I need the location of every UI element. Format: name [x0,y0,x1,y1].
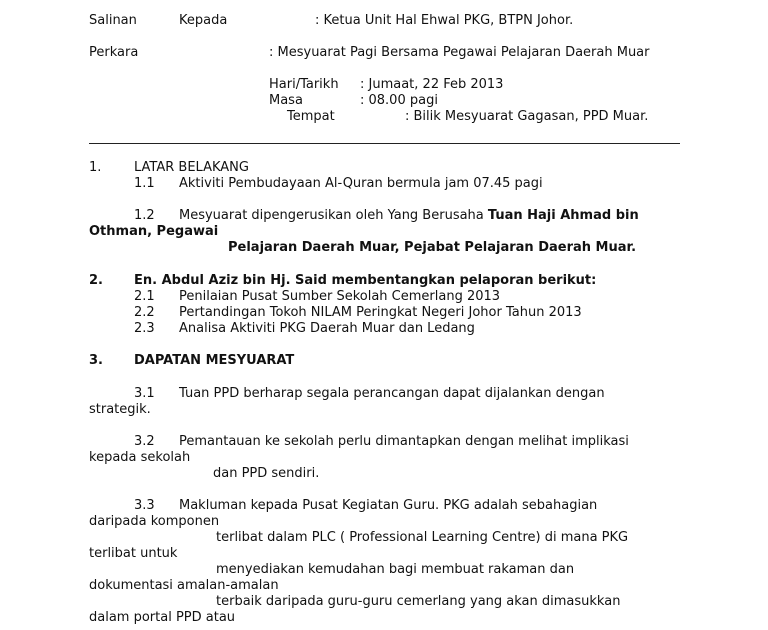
item-3-3-line-4: terlibat untuk [89,546,178,561]
item-2-3-text: Analisa Aktiviti PKG Daerah Muar dan Ledang [179,321,475,336]
item-3-1-line-2: strategik. [89,402,151,417]
tempat-value: : Bilik Mesyuarat Gagasan, PPD Muar. [405,109,649,124]
masa-value: : 08.00 pagi [360,93,438,108]
section-1-number: 1. [89,160,102,175]
item-3-1-text: Tuan PPD berharap segala perancangan dapat dijalankan dengan [179,386,605,401]
tempat-label: Tempat [287,109,335,124]
item-2-2-number: 2.2 [134,305,155,320]
item-3-3-line-8: dalam portal PPD atau [89,610,236,625]
section-1-title: LATAR BELAKANG [134,160,249,175]
item-2-1-text: Penilaian Pusat Sumber Sekolah Cemerlang 2013 [179,289,501,304]
item-3-2-text: Pemantauan ke sekolah perlu dimantapkan dengan melihat implikasi [179,434,629,449]
item-1-1-number: 1.1 [134,176,155,191]
perkara-label: Perkara [89,45,139,60]
item-1-2-text-a: Mesyuarat dipengerusikan oleh Yang Berusaha [179,208,484,223]
masa-label: Masa [269,93,303,108]
item-1-2-number: 1.2 [134,208,155,223]
kepada-label: Kepada [179,13,228,28]
item-3-3-text: Makluman kepada Pusat Kegiatan Guru. PKG adalah sebahagian [179,498,598,513]
item-1-2-line-2: Othman, Pegawai [89,224,219,239]
item-3-2-line-2: kepada sekolah [89,450,191,465]
item-1-2-line-3: Pelajaran Daerah Muar, Pejabat Pelajaran Daerah Muar. [228,240,637,255]
section-3-number: 3. [89,353,103,368]
item-1-2-text-b: Tuan Haji Ahmad bin [487,208,639,223]
hari-value: : Jumaat, 22 Feb 2013 [360,77,504,92]
section-2-title: En. Abdul Aziz bin Hj. Said membentangkan pelaporan berikut: [134,273,597,288]
item-2-1-number: 2.1 [134,289,155,304]
item-1-2-text [179,208,639,224]
item-3-3-line-7: terbaik daripada guru-guru cemerlang yang akan dimasukkan [216,594,621,609]
header-divider [89,143,680,144]
item-3-3-line-6: dokumentasi amalan-amalan [89,578,279,593]
hari-label: Hari/Tarikh [269,77,339,92]
item-3-3-number: 3.3 [134,498,155,513]
item-3-3-line-5: menyediakan kemudahan bagi membuat rakaman dan [216,562,575,577]
kepada-value: : Ketua Unit Hal Ehwal PKG, BTPN Johor. [315,13,574,28]
item-1-1-text: Aktiviti Pembudayaan Al-Quran bermula jam 07.45 pagi [179,176,543,191]
item-3-2-number: 3.2 [134,434,155,449]
item-3-1-number: 3.1 [134,386,155,401]
item-3-3-line-3: terlibat dalam PLC ( Professional Learning Centre) di mana PKG [216,530,629,545]
perkara-value: : Mesyuarat Pagi Bersama Pegawai Pelajaran Daerah Muar [269,45,650,60]
section-3-title: DAPATAN MESYUARAT [134,353,295,368]
item-2-2-text: Pertandingan Tokoh NILAM Peringkat Negeri Johor Tahun 2013 [179,305,582,320]
section-2-number: 2. [89,273,103,288]
item-3-3-line-2: daripada komponen [89,514,220,529]
salinan-label: Salinan [89,13,137,28]
item-3-2-line-3: dan PPD sendiri. [213,466,320,481]
item-2-3-number: 2.3 [134,321,155,336]
